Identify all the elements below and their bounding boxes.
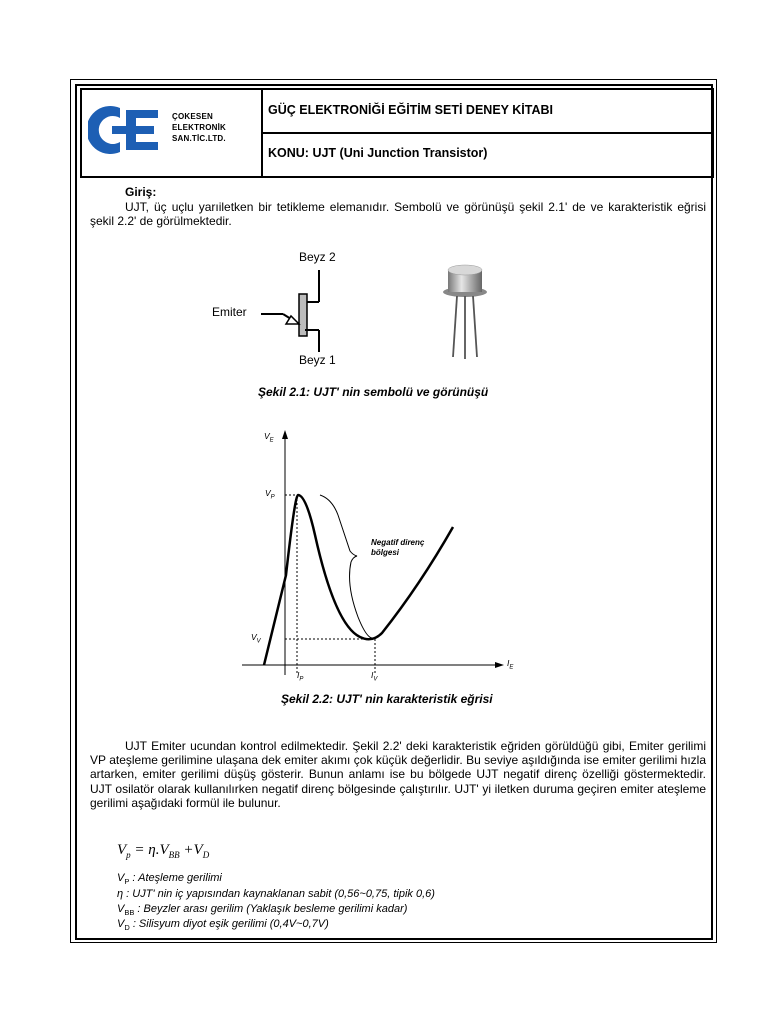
figure1-caption: Şekil 2.1: UJT' nin sembolü ve görünüşü [258, 385, 489, 399]
def-sub: D [124, 923, 130, 933]
def-symbol: V [117, 918, 125, 930]
x-axis-arrow [495, 662, 504, 668]
ip-letter: I [297, 670, 300, 680]
axis-x-label [507, 658, 513, 671]
label-emiter: Emiter [212, 305, 247, 319]
ce-logo-icon [88, 100, 168, 160]
vv-label [251, 632, 261, 645]
topic-title: KONU: UJT (Uni Junction Transistor) [268, 146, 488, 160]
negative-region-brace [320, 495, 372, 638]
body-paragraph: UJT Emiter ucundan kontrol edilmektedir. Şekil 2.2' deki karakteristik eğriden görüldüğü gibi, Emiter gerilimi VP ateşleme gerilimine ulaşana dek emiter akımı çok küçük değerlidir. Bu seviye aşıldığında ise emiter gerilimi hızla artarken, emiter gerilimi düşüş gösterir. Bunun anlamı ise bu bölgede UJT negatif direnç özelliği göstermektedir. UJT osilatör olarak kullanılırken negatif direnç bölgesinde çalıştırılır. UJT' yi iletken duruma geçiren emiter ateşleme gerilimi aşağıdaki formül ile bulunur. [90, 739, 706, 810]
ip-label [297, 670, 303, 683]
definition-vp [117, 872, 222, 886]
iv-sub: V [373, 676, 378, 683]
definition-vbb [117, 903, 407, 917]
axis-x-sub: E [509, 664, 514, 671]
def-text: : Silisyum diyot eşik gerilimi (0,4V~0,7V) [129, 918, 329, 930]
ujt-symbol [255, 262, 345, 357]
vv-sub: V [256, 638, 261, 645]
ujt-photo [440, 262, 490, 362]
company-line: ELEKTRONİK [172, 123, 226, 132]
axis-x-letter: I [507, 658, 510, 668]
ip-sub: P [299, 676, 304, 683]
def-text: : Beyzler arası gerilim (Yaklaşık besleme gerilimi kadar) [134, 903, 408, 915]
axis-y-sub: E [269, 437, 274, 444]
def-symbol: V [117, 872, 125, 884]
intro-paragraph: UJT, üç uçlu yarıiletken bir tetikleme elemanıdır. Sembolü ve görünüşü şekil 2.1' de ve karakteristik eğrisi şekil 2.2' de görülmektedir. [90, 200, 706, 229]
axis-y-letter: V [264, 431, 270, 441]
negative-region-line: Negatif direnç [371, 538, 425, 547]
def-symbol: η [117, 888, 124, 900]
iv-label [371, 670, 377, 683]
company-line: ÇOKESEN [172, 112, 213, 121]
header-divider-horizontal [261, 132, 714, 134]
company-line: SAN.TİC.LTD. [172, 134, 226, 143]
iv-letter: I [371, 670, 374, 680]
def-sub: P [124, 877, 130, 887]
label-beyz1: Beyz 1 [299, 353, 336, 367]
negative-region-label [371, 538, 424, 558]
def-symbol: V [117, 903, 125, 915]
definition-vd [117, 918, 329, 932]
negative-region-line: bölgesi [371, 548, 400, 557]
book-title: GÜÇ ELEKTRONİĞİ EĞİTİM SETİ DENEY KİTABI [268, 103, 553, 117]
y-axis-arrow [282, 430, 288, 439]
vv-letter: V [251, 632, 257, 642]
vp-sub: P [270, 494, 275, 501]
vp-letter: V [265, 488, 271, 498]
def-text: : Ateşleme gerilimi [129, 872, 222, 884]
company-name [172, 111, 226, 144]
label-beyz2: Beyz 2 [299, 250, 336, 264]
vp-label [265, 488, 275, 501]
figure2-caption: Şekil 2.2: UJT' nin karakteristik eğrisi [281, 692, 493, 706]
def-text: : UJT' nin iç yapısından kaynaklanan sabit (0,56~0,75, tipik 0,6) [123, 888, 435, 900]
firing-voltage-formula: $V_p = \eta.V_{BB} +V_D$ [117, 842, 210, 860]
intro-heading: Giriş: [125, 185, 157, 199]
definition-eta [117, 888, 435, 900]
axis-y-label [264, 431, 274, 444]
def-sub: BB [124, 908, 135, 918]
